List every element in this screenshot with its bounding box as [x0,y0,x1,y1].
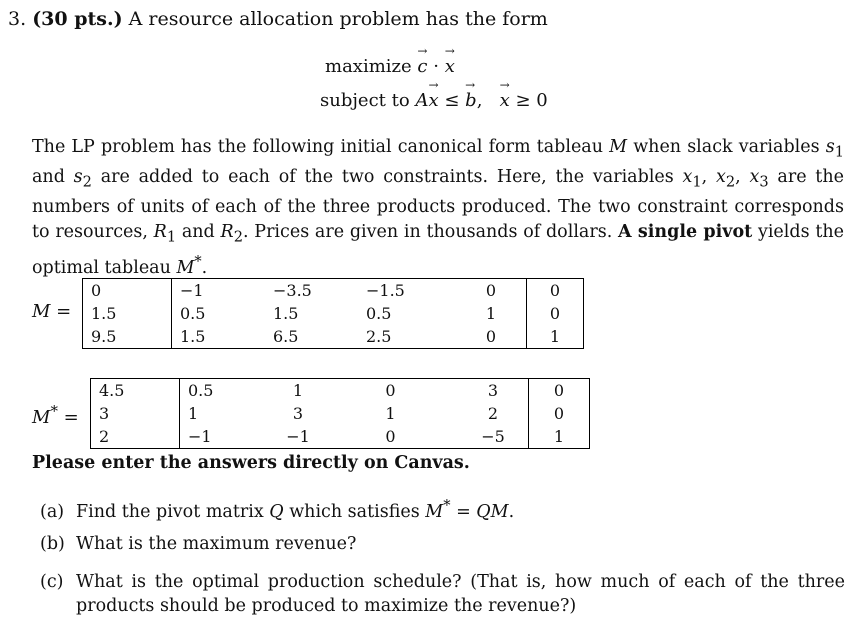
cell: 2 [91,425,180,449]
cell: 3 [292,404,304,423]
cell: 0 [323,425,458,449]
cell: 1 [529,425,590,449]
cell: 0 [83,279,172,303]
maximize-word: maximize [325,56,412,77]
cell: 1 [273,379,323,403]
cell: −3.5 [265,279,358,303]
cell: 0 [323,379,458,403]
comma: , [476,90,483,111]
tableau-m [82,278,584,349]
nonneg-constraint: ≥ 0 [515,90,548,111]
cell: 0.5 [180,379,274,403]
question-c: (c) What is the optimal production schedule? (That is, how much of each of the three products should be produced to maximize the revenue?) [40,572,845,616]
vector-b: → b [465,90,477,111]
cell: 9.5 [83,325,172,349]
problem-points: (30 pts.) [32,8,123,30]
cell: 1.5 [273,304,299,323]
problem-number: 3. [8,8,27,30]
cell: 6.5 [265,325,358,349]
cell: 1 [385,404,396,423]
vector-x: → x [500,90,510,111]
problem-intro: A resource allocation problem has the form [128,8,548,30]
cell: −5 [458,425,529,449]
cell: 1 [188,404,199,423]
constraint-line [320,90,548,111]
tableau-m-label: M = [32,301,72,322]
vector-x: → x [445,56,455,77]
cell: 1 [527,325,584,349]
cell: −1 [273,425,323,449]
question-a: (a) Find the pivot matrix Q which satisfies M* = QM. [40,497,515,522]
cell: 0 [529,379,590,403]
cell: 0.5 [366,304,392,323]
cell: −1.5 [358,279,456,303]
leq-operator: ≤ [444,90,460,111]
vector-x: → x [428,90,438,111]
cell: 2.5 [358,325,456,349]
cell: 3 [458,379,529,403]
vector-c: → c [417,56,427,77]
tableau-mstar [90,378,590,449]
cell: 0 [456,279,527,303]
bold-phrase: A single pivot [618,221,753,242]
instruction: Please enter the answers directly on Canvas. [32,453,470,473]
cell: 2 [458,402,529,425]
question-b: (b) What is the maximum revenue? [40,534,357,554]
cell: 0 [527,302,584,325]
cell: 1 [456,302,527,325]
matrix-A: A [415,90,429,111]
cell: 1.5 [172,325,266,349]
cell: −1 [180,425,274,449]
tableau-mstar-label: M* = [32,402,79,428]
cell: −1 [172,279,266,303]
cell: 3 [91,402,180,425]
subject-to-word: subject to [320,90,410,111]
objective-line [325,56,455,77]
cell: 4.5 [91,379,180,403]
cell: 0 [527,279,584,303]
problem-header [8,8,548,30]
dot-operator: · [433,56,439,77]
cell: 0.5 [180,304,206,323]
cell: 0 [529,402,590,425]
cell: 0 [456,325,527,349]
cell: 1.5 [83,302,172,325]
description-paragraph: The LP problem has the following initial canonical form tableau M when slack variables $s_1$ and $s_2$ are added to each of the two constraints. Here, the variables $x_1$, $x_2$, $x_3$ are the numbers of units of each of the three products produced. The two constraint corresponds to resources, $R_1$ and $R_2$. Prices are given in thousands of dollars. A single pivot yields the optimal tableau M*. [32,137,844,278]
